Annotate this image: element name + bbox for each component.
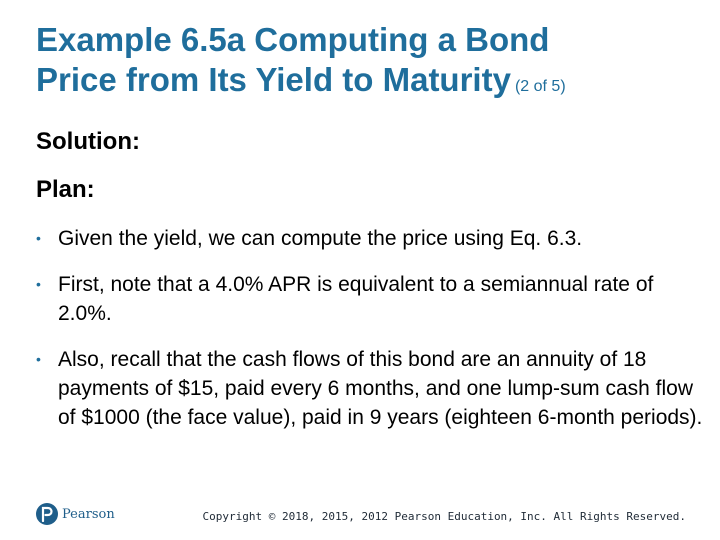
slide-title <box>36 20 696 107</box>
bullet-item-1 <box>36 224 706 253</box>
bullet-list <box>36 224 706 449</box>
bullet-item-3 <box>36 345 706 432</box>
bullet-dot-icon: • <box>36 276 41 292</box>
title-line-1: Example 6.5a Computing a Bond <box>36 21 550 58</box>
bullet-item-2 <box>36 270 706 328</box>
bullet-text-3: Also, recall that the cash flows of this bond are an annuity of 18 payments of $15, paid every 6 months, and one lump-sum cash flow of $1000 (the face value), paid in 9 years (eighteen 6-month periods). <box>58 348 703 429</box>
bullet-text-2: First, note that a 4.0% APR is equivalent to a semiannual rate of 2.0%. <box>58 273 654 325</box>
copyright-notice: Copyright © 2018, 2015, 2012 Pearson Education, Inc. All Rights Reserved. <box>202 510 686 523</box>
title-line-2-text: Price from Its Yield to Maturity <box>36 61 511 98</box>
bullet-dot-icon: • <box>36 351 41 367</box>
pearson-logo-icon <box>36 503 58 525</box>
pearson-logo <box>36 502 115 526</box>
solution-heading: Solution: <box>36 128 140 155</box>
bullet-dot-icon: • <box>36 230 41 246</box>
plan-heading: Plan: <box>36 176 95 203</box>
pearson-logo-text: Pearson <box>62 506 115 522</box>
title-page-indicator: (2 of 5) <box>514 78 566 95</box>
title-line-2 <box>36 60 696 107</box>
bullet-text-1: Given the yield, we can compute the price using Eq. 6.3. <box>58 227 583 250</box>
